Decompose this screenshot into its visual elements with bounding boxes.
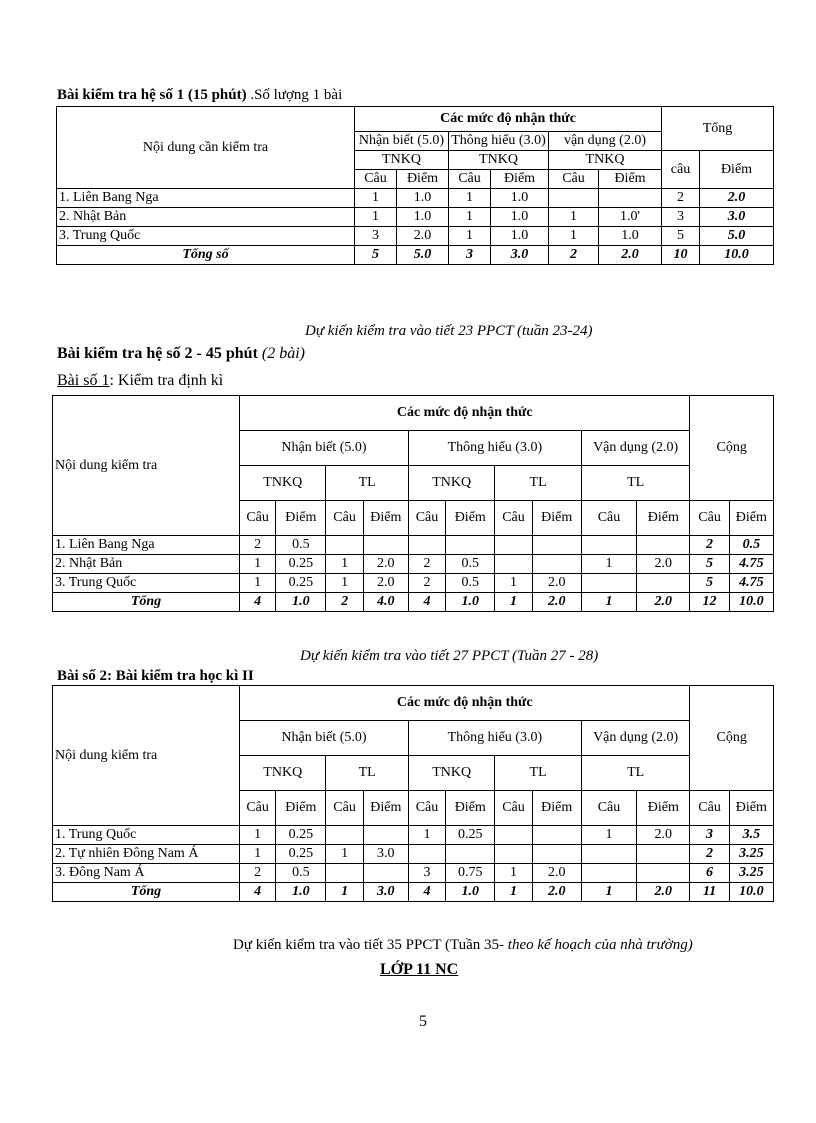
tnkq-header: TNKQ — [549, 151, 662, 170]
cau-header: Câu — [495, 501, 532, 536]
diem-header: Điểm — [729, 501, 773, 536]
cau-header: Câu — [449, 170, 491, 189]
cell: 1 — [495, 593, 532, 612]
cell — [446, 845, 495, 864]
section2-title — [57, 345, 305, 363]
cell: 1 — [240, 555, 276, 574]
cell: 4 — [240, 883, 276, 902]
cell: 4.75 — [729, 574, 773, 593]
cell — [581, 845, 636, 864]
cell — [637, 864, 690, 883]
table3-title: Bài số 2: Bài kiểm tra học kì II — [57, 668, 254, 684]
cell: 1.0 — [491, 189, 549, 208]
cell: 1 — [326, 883, 363, 902]
cell: 4.75 — [729, 555, 773, 574]
table2-note: Dự kiến kiểm tra vào tiết 27 PPCT (Tuần 27 - 28) — [300, 648, 599, 664]
cell: 2.0 — [397, 227, 449, 246]
cell: 5 — [355, 246, 397, 265]
cell: 1 — [408, 826, 445, 845]
cell — [326, 536, 363, 555]
cell: 5 — [662, 227, 700, 246]
cell — [581, 574, 636, 593]
table-row — [53, 574, 774, 593]
total-row — [53, 883, 774, 902]
tnkq-header: TNKQ — [408, 466, 494, 501]
cell: 1 — [240, 826, 276, 845]
total-cau-header: câu — [662, 151, 700, 189]
cell: 0.5 — [276, 864, 326, 883]
cell: 0.5 — [446, 574, 495, 593]
cell: 2 — [662, 189, 700, 208]
cell — [363, 864, 408, 883]
table-row — [53, 555, 774, 574]
cell: 1.0 — [599, 227, 662, 246]
cell: 3 — [408, 864, 445, 883]
cell — [599, 189, 662, 208]
cell: 0.25 — [276, 574, 326, 593]
total-row-label: Tổng số — [57, 246, 355, 265]
level-header-1: Nhận biết (5.0) — [355, 132, 449, 151]
table-row — [57, 227, 774, 246]
cell: 0.5 — [446, 555, 495, 574]
page-number: 5 — [419, 1013, 427, 1030]
cell: 2 — [549, 246, 599, 265]
tnkq-header: TNKQ — [355, 151, 449, 170]
section2-title-italic: (2 bài) — [257, 345, 306, 362]
cell — [408, 536, 445, 555]
cell: 5.0 — [397, 246, 449, 265]
cell: 3.5 — [729, 826, 773, 845]
section2-title-bold: Bài kiểm tra hệ số 2 - 45 phút — [57, 345, 258, 362]
row-name: 1. Trung Quốc — [53, 826, 240, 845]
table1-note: Dự kiến kiểm tra vào tiết 23 PPCT (tuần 23-24) — [305, 323, 593, 339]
cell: 2.0 — [532, 574, 581, 593]
cell: 10.0 — [700, 246, 774, 265]
cell: 1.0' — [599, 208, 662, 227]
cell: 1 — [581, 593, 636, 612]
cell: 10 — [662, 246, 700, 265]
cell: 0.25 — [446, 826, 495, 845]
cell — [549, 189, 599, 208]
total-row — [53, 593, 774, 612]
cau-header: Câu — [581, 501, 636, 536]
tnkq-header: TNKQ — [408, 756, 494, 791]
cell — [363, 826, 408, 845]
cell: 4 — [408, 883, 445, 902]
cell: 2.0 — [700, 189, 774, 208]
table-row — [57, 208, 774, 227]
cell: 1 — [355, 208, 397, 227]
tl-header: TL — [581, 756, 690, 791]
cell: 2.0 — [637, 883, 690, 902]
table-row — [53, 826, 774, 845]
row-name: 2. Nhật Bản — [57, 208, 355, 227]
row-name: 3. Trung Quốc — [53, 574, 240, 593]
table1-title-bold: Bài kiểm tra hệ số 1 (15 phút) — [57, 87, 247, 103]
level-header-2: Thông hiểu (3.0) — [408, 431, 581, 466]
cell: 0.5 — [276, 536, 326, 555]
cell: 1 — [581, 883, 636, 902]
content-header: Nội dung kiểm tra — [53, 396, 240, 536]
row-name: 3. Trung Quốc — [57, 227, 355, 246]
table1-title — [57, 86, 342, 104]
diem-header: Điểm — [637, 501, 690, 536]
total-row-label: Tổng — [53, 593, 240, 612]
cau-header: Câu — [240, 501, 276, 536]
table-row — [53, 864, 774, 883]
cell — [495, 536, 532, 555]
cell — [408, 845, 445, 864]
cell: 11 — [690, 883, 729, 902]
cell — [581, 864, 636, 883]
cell: 1 — [495, 864, 532, 883]
cell: 1 — [495, 574, 532, 593]
cell: 2 — [408, 574, 445, 593]
cell — [532, 536, 581, 555]
cell: 1 — [326, 555, 363, 574]
levels-group-header: Các mức độ nhận thức — [240, 686, 690, 721]
total-row-label: Tổng — [53, 883, 240, 902]
cell: 1.0 — [397, 208, 449, 227]
table2-title — [57, 372, 223, 390]
cell: 3.25 — [729, 864, 773, 883]
diem-header: Điểm — [446, 791, 495, 826]
cell: 2 — [690, 845, 729, 864]
cell — [446, 536, 495, 555]
tnkq-header: TNKQ — [240, 466, 326, 501]
cell — [581, 536, 636, 555]
cell — [326, 864, 363, 883]
cell: 1 — [581, 826, 636, 845]
cell — [637, 536, 690, 555]
diem-header: Điểm — [276, 501, 326, 536]
level-header-3: Vận dụng (2.0) — [581, 721, 690, 756]
cell: 2 — [408, 555, 445, 574]
row-name: 2. Tự nhiên Đông Nam Á — [53, 845, 240, 864]
cell: 1.0 — [491, 227, 549, 246]
cell: 1 — [326, 845, 363, 864]
cell: 1.0 — [276, 593, 326, 612]
cell: 2.0 — [637, 593, 690, 612]
cell — [326, 826, 363, 845]
cell — [363, 536, 408, 555]
diem-header: Điểm — [532, 501, 581, 536]
cell: 0.75 — [446, 864, 495, 883]
cell: 1.0 — [397, 189, 449, 208]
level-header-3: vận dụng (2.0) — [549, 132, 662, 151]
table2 — [52, 395, 774, 612]
table3 — [52, 685, 774, 902]
cell: 12 — [690, 593, 729, 612]
cell: 2 — [326, 593, 363, 612]
total-header: Cộng — [690, 396, 774, 501]
cau-header: Câu — [326, 501, 363, 536]
diem-header: Điểm — [276, 791, 326, 826]
cell: 3 — [690, 826, 729, 845]
total-row — [57, 246, 774, 265]
cell: 2.0 — [599, 246, 662, 265]
table2-title-underlined: Bài số 1 — [57, 372, 110, 389]
cau-header: Câu — [355, 170, 397, 189]
row-name: 2. Nhật Bản — [53, 555, 240, 574]
cell: 0.5 — [729, 536, 773, 555]
tl-header: TL — [326, 756, 408, 791]
cell: 1 — [581, 555, 636, 574]
table3-note-plain: Dự kiến kiểm tra vào tiết 35 PPCT (Tuần 35- — [233, 937, 505, 953]
cell: 4 — [408, 593, 445, 612]
cell: 1 — [326, 574, 363, 593]
cell: 2.0 — [637, 826, 690, 845]
cell: 2.0 — [363, 574, 408, 593]
cell: 0.25 — [276, 555, 326, 574]
tl-header: TL — [495, 756, 581, 791]
row-name: 1. Liên Bang Nga — [57, 189, 355, 208]
cell: 1 — [240, 845, 276, 864]
cell — [532, 826, 581, 845]
cau-header: Câu — [690, 501, 729, 536]
tnkq-header: TNKQ — [240, 756, 326, 791]
cell: 0.25 — [276, 826, 326, 845]
class-title: LỚP 11 NC — [380, 961, 459, 978]
cau-header: Câu — [549, 170, 599, 189]
cell: 5.0 — [700, 227, 774, 246]
diem-header: Điểm — [532, 791, 581, 826]
level-header-1: Nhận biết (5.0) — [240, 431, 409, 466]
table3-note-italic: theo kế hoạch của nhà trường) — [504, 937, 693, 953]
cell — [495, 826, 532, 845]
cell: 1 — [495, 883, 532, 902]
cell: 0.25 — [276, 845, 326, 864]
cell — [495, 845, 532, 864]
levels-group-header: Các mức độ nhận thức — [240, 396, 690, 431]
tl-header: TL — [495, 466, 581, 501]
cell: 4 — [240, 593, 276, 612]
diem-header: Điểm — [637, 791, 690, 826]
row-name: 3. Đông Nam Á — [53, 864, 240, 883]
cell: 2 — [240, 536, 276, 555]
cell: 1 — [549, 208, 599, 227]
table-row — [53, 845, 774, 864]
level-header-3: Vận dụng (2.0) — [581, 431, 690, 466]
total-diem-header: Điểm — [700, 151, 774, 189]
cell — [637, 845, 690, 864]
cell: 1 — [549, 227, 599, 246]
cau-header: Câu — [326, 791, 363, 826]
cell — [532, 555, 581, 574]
diem-header: Điểm — [599, 170, 662, 189]
cau-header: Câu — [408, 501, 445, 536]
cell — [532, 845, 581, 864]
cell: 1 — [449, 208, 491, 227]
cau-header: Câu — [690, 791, 729, 826]
level-header-1: Nhận biết (5.0) — [240, 721, 409, 756]
cell: 1 — [240, 574, 276, 593]
cell: 6 — [690, 864, 729, 883]
content-header: Nội dung cần kiểm tra — [57, 107, 355, 189]
tl-header: TL — [581, 466, 690, 501]
diem-header: Điểm — [363, 501, 408, 536]
cell: 3.0 — [363, 845, 408, 864]
cell: 1.0 — [491, 208, 549, 227]
cell: 1.0 — [446, 883, 495, 902]
diem-header: Điểm — [729, 791, 773, 826]
cell: 3.0 — [491, 246, 549, 265]
tnkq-header: TNKQ — [449, 151, 549, 170]
cell: 3.0 — [363, 883, 408, 902]
cell: 10.0 — [729, 883, 773, 902]
cell: 3.0 — [700, 208, 774, 227]
table-row — [57, 189, 774, 208]
cell: 5 — [690, 555, 729, 574]
cell: 3 — [355, 227, 397, 246]
cell: 2 — [240, 864, 276, 883]
cell — [495, 555, 532, 574]
tl-header: TL — [326, 466, 408, 501]
cau-header: Câu — [240, 791, 276, 826]
cau-header: Câu — [408, 791, 445, 826]
diem-header: Điểm — [397, 170, 449, 189]
cell: 2.0 — [532, 883, 581, 902]
level-header-2: Thông hiểu (3.0) — [408, 721, 581, 756]
row-name: 1. Liên Bang Nga — [53, 536, 240, 555]
table1-title-rest: .Số lượng 1 bài — [250, 87, 343, 103]
total-header: Tổng — [662, 107, 774, 151]
cell: 3 — [449, 246, 491, 265]
cell — [637, 574, 690, 593]
diem-header: Điểm — [363, 791, 408, 826]
cell: 1 — [449, 227, 491, 246]
cell: 2 — [690, 536, 729, 555]
diem-header: Điểm — [446, 501, 495, 536]
cell: 10.0 — [729, 593, 773, 612]
cell: 2.0 — [637, 555, 690, 574]
cell: 1.0 — [446, 593, 495, 612]
total-header: Cộng — [690, 686, 774, 791]
diem-header: Điểm — [491, 170, 549, 189]
content-header: Nội dung kiểm tra — [53, 686, 240, 826]
cell: 1.0 — [276, 883, 326, 902]
cell: 1 — [355, 189, 397, 208]
table1 — [56, 106, 774, 265]
cell: 5 — [690, 574, 729, 593]
cau-header: Câu — [495, 791, 532, 826]
cell: 3.25 — [729, 845, 773, 864]
levels-group-header: Các mức độ nhận thức — [355, 107, 662, 132]
table2-title-rest: : Kiểm tra định kì — [109, 372, 224, 389]
cell: 1 — [449, 189, 491, 208]
cell: 2.0 — [363, 555, 408, 574]
cau-header: Câu — [581, 791, 636, 826]
cell: 2.0 — [532, 864, 581, 883]
cell: 2.0 — [532, 593, 581, 612]
cell: 4.0 — [363, 593, 408, 612]
table3-note — [233, 936, 693, 954]
table-row — [53, 536, 774, 555]
cell: 3 — [662, 208, 700, 227]
level-header-2: Thông hiểu (3.0) — [449, 132, 549, 151]
